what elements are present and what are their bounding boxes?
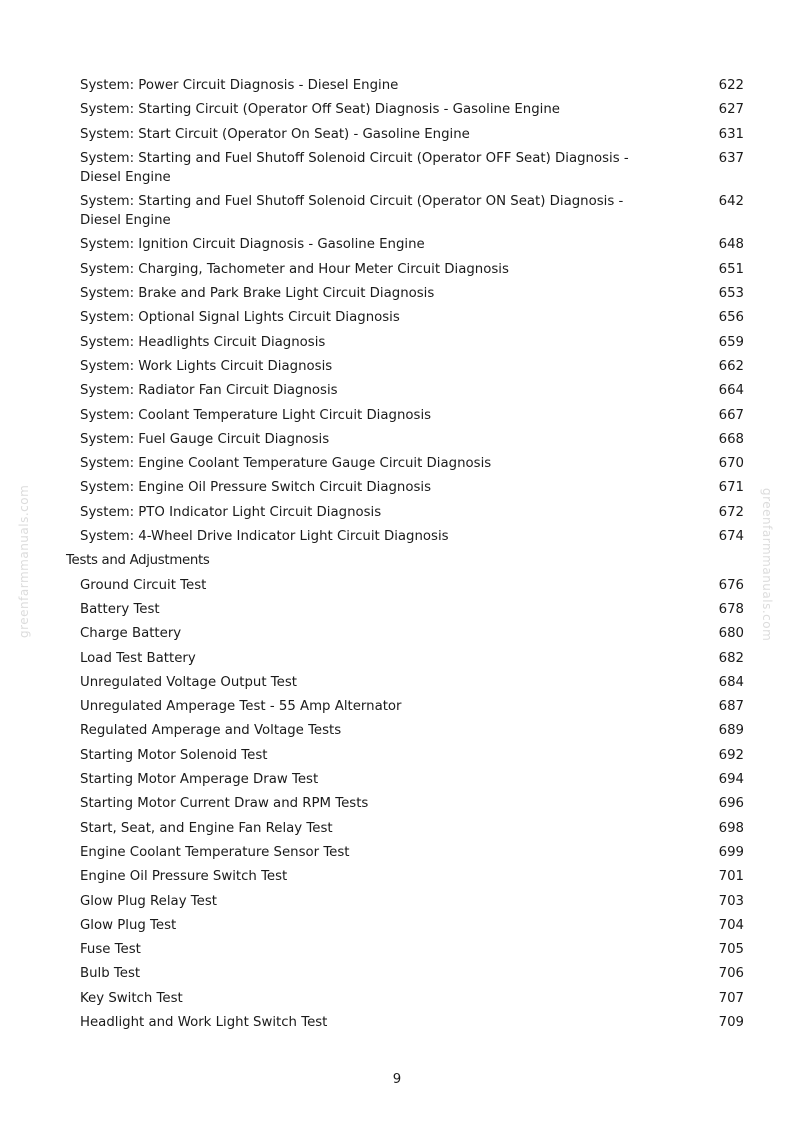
toc-entry-page: 648 (718, 237, 744, 253)
toc-entry-title: System: PTO Indicator Light Circuit Diagnosis (80, 504, 382, 520)
toc-entry[interactable] (66, 308, 744, 327)
toc-entry-page: 667 (718, 407, 744, 423)
toc-entry-title: System: Fuel Gauge Circuit Diagnosis (80, 431, 330, 447)
toc-entry-page: 684 (718, 674, 744, 690)
toc-entry-page: 622 (718, 78, 744, 93)
table-of-contents (66, 76, 744, 1037)
toc-entry-title: System: Power Circuit Diagnosis - Diesel Engine (80, 78, 399, 93)
toc-entry[interactable] (66, 100, 744, 119)
toc-entry[interactable] (66, 770, 744, 789)
toc-entry-title: System: Work Lights Circuit Diagnosis (80, 358, 333, 374)
toc-entry[interactable] (66, 989, 744, 1008)
toc-entry[interactable] (66, 576, 744, 595)
toc-entry[interactable] (66, 721, 744, 740)
toc-entry[interactable] (66, 1013, 744, 1032)
toc-entry[interactable] (66, 892, 744, 911)
toc-entry-title: Start, Seat, and Engine Fan Relay Test (80, 820, 333, 836)
toc-entry-title: Glow Plug Test (80, 917, 177, 933)
toc-entry-title: Glow Plug Relay Test (80, 893, 217, 909)
toc-entry-page: 656 (718, 310, 744, 326)
toc-entry-title: Engine Coolant Temperature Sensor Test (80, 844, 350, 860)
toc-entry-page: 672 (718, 504, 744, 520)
toc-entry-title: System: Charging, Tachometer and Hour Meter Circuit Diagnosis (80, 261, 509, 277)
toc-entry[interactable] (66, 600, 744, 619)
toc-entry[interactable] (66, 149, 744, 187)
toc-entry[interactable] (66, 503, 744, 522)
watermark-right: greenfarmmanuals.com (760, 488, 774, 642)
toc-entry-title: System: Brake and Park Brake Light Circuit Diagnosis (80, 286, 435, 302)
toc-entry[interactable] (66, 746, 744, 765)
toc-entry[interactable] (66, 867, 744, 886)
toc-entry[interactable] (66, 478, 744, 497)
toc-entry-title: Fuse Test (80, 942, 141, 958)
toc-entry-title: System: Optional Signal Lights Circuit Diagnosis (80, 310, 400, 326)
toc-entry-title: System: Engine Oil Pressure Switch Circuit Diagnosis (80, 480, 432, 496)
toc-entry-page: 698 (718, 820, 744, 836)
toc-entry[interactable] (66, 819, 744, 838)
toc-entry-page: 692 (718, 747, 744, 763)
toc-entry-page: 707 (718, 990, 744, 1006)
toc-entry[interactable] (66, 697, 744, 716)
toc-entry-title: Ground Circuit Test (80, 577, 207, 593)
toc-entry-title: System: Starting and Fuel Shutoff Solenoid Circuit (Operator OFF Seat) Diagnosis - Diesel Engine (80, 150, 629, 185)
toc-entry-title: Charge Battery (80, 626, 182, 642)
watermark-left: greenfarmmanuals.com (17, 484, 31, 638)
toc-entry[interactable] (66, 843, 744, 862)
toc-entry[interactable] (66, 406, 744, 425)
toc-entry[interactable] (66, 964, 744, 983)
toc-entry-page: 678 (718, 601, 744, 617)
toc-entry[interactable] (66, 527, 744, 546)
toc-entry-page: 704 (718, 917, 744, 933)
systems-list (66, 76, 744, 546)
toc-entry-page: 696 (718, 796, 744, 812)
toc-entry-page: 627 (718, 102, 744, 118)
toc-entry-title: Regulated Amperage and Voltage Tests (80, 723, 342, 739)
toc-entry-page: 694 (718, 772, 744, 788)
toc-entry-page: 706 (718, 966, 744, 982)
toc-entry[interactable] (66, 649, 744, 668)
toc-entry-title: Unregulated Voltage Output Test (80, 674, 297, 690)
toc-entry-title: Battery Test (80, 601, 160, 617)
toc-entry-page: 659 (718, 334, 744, 350)
toc-entry[interactable] (66, 333, 744, 352)
toc-entry[interactable] (66, 76, 744, 95)
toc-entry[interactable] (66, 454, 744, 473)
toc-entry-title: System: 4-Wheel Drive Indicator Light Circuit Diagnosis (80, 529, 449, 545)
toc-entry-page: 689 (718, 723, 744, 739)
toc-entry[interactable] (66, 381, 744, 400)
toc-entry-page: 642 (718, 194, 744, 210)
toc-entry-page: 664 (718, 383, 744, 399)
toc-entry-title: System: Headlights Circuit Diagnosis (80, 334, 326, 350)
toc-entry-page: 680 (718, 626, 744, 642)
toc-entry[interactable] (66, 125, 744, 144)
toc-entry-title: System: Start Circuit (Operator On Seat) - Gasoline Engine (80, 126, 470, 142)
toc-entry-title: System: Coolant Temperature Light Circuit Diagnosis (80, 407, 432, 423)
toc-entry[interactable] (66, 357, 744, 376)
toc-entry-page: 674 (718, 529, 744, 545)
toc-entry[interactable] (66, 940, 744, 959)
toc-entry-page: 653 (718, 286, 744, 302)
toc-entry-page: 709 (718, 1014, 744, 1030)
toc-entry-page: 699 (718, 844, 744, 860)
toc-entry-title: Starting Motor Solenoid Test (80, 747, 268, 763)
section-heading-tests: Tests and Adjustments (66, 553, 210, 569)
toc-entry-title: System: Radiator Fan Circuit Diagnosis (80, 383, 338, 399)
toc-entry-title: Starting Motor Amperage Draw Test (80, 772, 319, 788)
toc-entry[interactable] (66, 284, 744, 303)
toc-entry[interactable] (66, 673, 744, 692)
toc-entry[interactable] (66, 916, 744, 935)
toc-entry[interactable] (66, 235, 744, 254)
toc-entry-page: 703 (718, 893, 744, 909)
toc-entry-title: Headlight and Work Light Switch Test (80, 1014, 328, 1030)
toc-entry-page: 682 (718, 650, 744, 666)
toc-entry[interactable] (66, 624, 744, 643)
toc-entry[interactable] (66, 260, 744, 279)
toc-entry-title: System: Starting Circuit (Operator Off Seat) Diagnosis - Gasoline Engine (80, 102, 560, 118)
toc-entry[interactable] (66, 794, 744, 813)
toc-entry[interactable] (66, 192, 744, 230)
toc-entry-page: 651 (718, 261, 744, 277)
toc-entry-page: 637 (718, 150, 744, 166)
toc-entry-title: Engine Oil Pressure Switch Test (80, 869, 288, 885)
toc-entry-title: System: Engine Coolant Temperature Gauge Circuit Diagnosis (80, 456, 492, 472)
toc-entry-title: Starting Motor Current Draw and RPM Tests (80, 796, 369, 812)
toc-entry-page: 676 (718, 577, 744, 593)
toc-entry-page: 670 (718, 456, 744, 472)
toc-entry-page: 687 (718, 699, 744, 715)
toc-entry-title: Unregulated Amperage Test - 55 Amp Alternator (80, 699, 402, 715)
toc-entry-page: 631 (718, 126, 744, 142)
toc-entry[interactable] (66, 430, 744, 449)
tests-list (66, 576, 744, 1032)
toc-entry-page: 662 (718, 358, 744, 374)
toc-entry-title: Key Switch Test (80, 990, 183, 1006)
toc-entry-page: 671 (718, 480, 744, 496)
toc-entry-title: System: Starting and Fuel Shutoff Solenoid Circuit (Operator ON Seat) Diagnosis - Diesel Engine (80, 194, 624, 229)
toc-entry-title: Bulb Test (80, 966, 141, 982)
toc-entry-title: System: Ignition Circuit Diagnosis - Gasoline Engine (80, 237, 425, 253)
toc-entry-page: 701 (718, 869, 744, 885)
toc-entry-page: 668 (718, 431, 744, 447)
toc-entry-page: 705 (718, 942, 744, 958)
page-number: 9 (392, 1072, 402, 1087)
toc-entry-title: Load Test Battery (80, 650, 196, 666)
